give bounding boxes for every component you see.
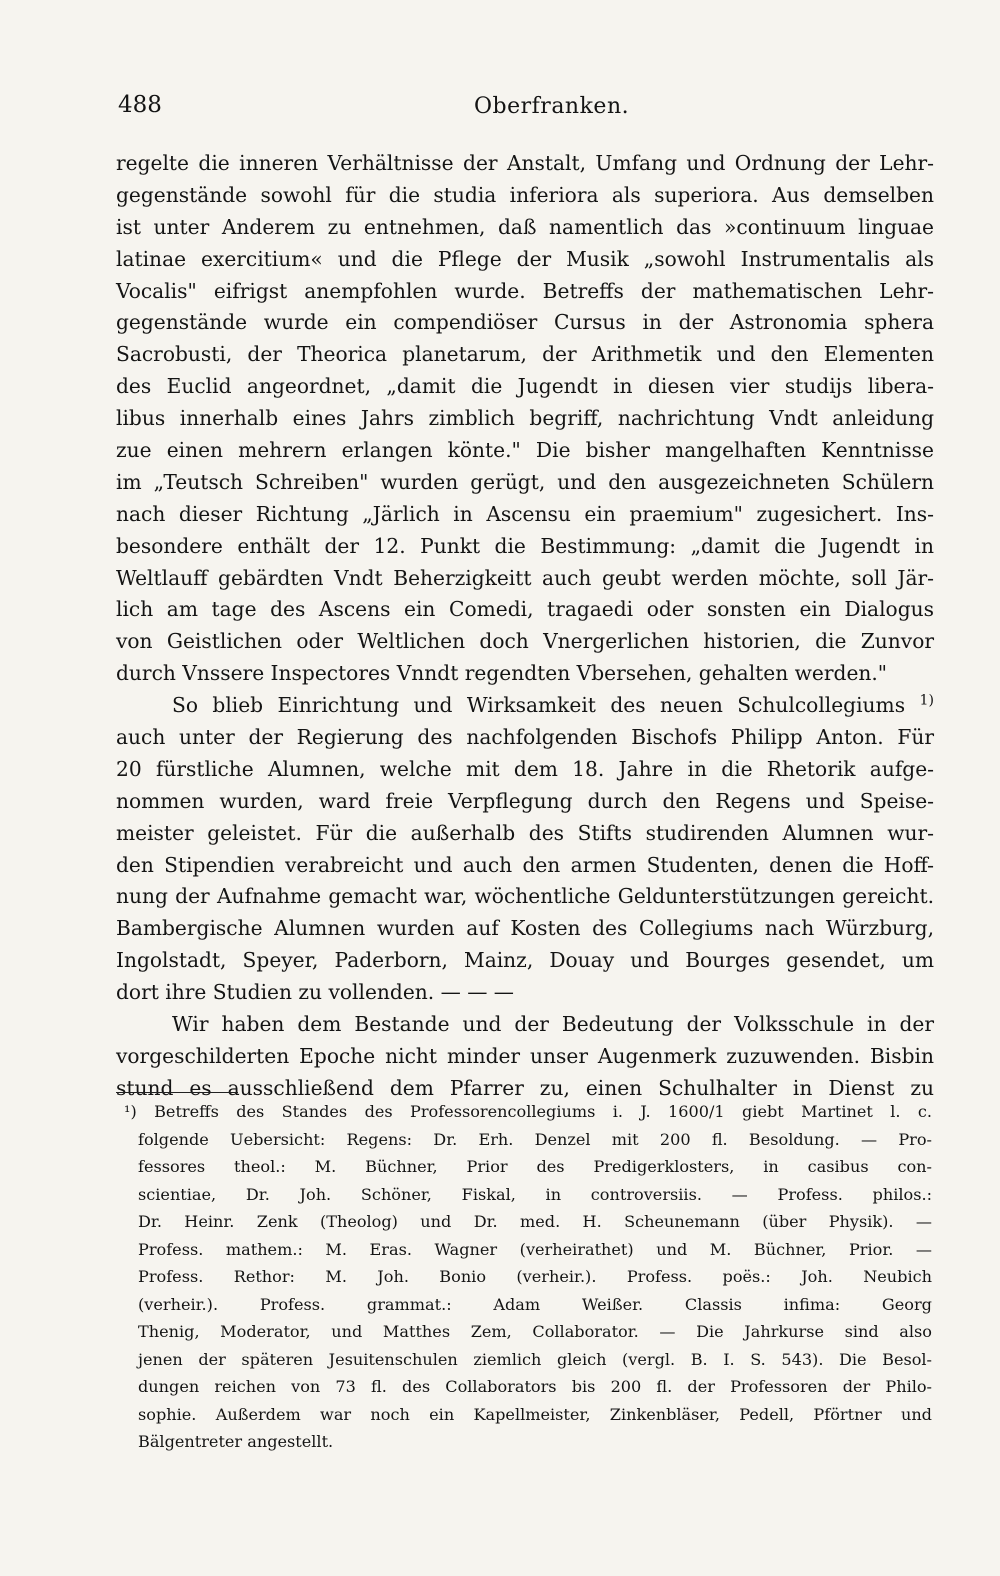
- text-line: Sacrobusti, der Theorica planetarum, der Arithmetik und den Elementen: [116, 342, 934, 367]
- footnote-line: fessores theol.: M. Büchner, Prior des Predigerklosters, in casibus con-: [138, 1157, 932, 1176]
- page-number: 488: [118, 92, 162, 118]
- text-line: nung der Aufnahme gemacht war, wöchentliche Geldunterstützungen gereicht.: [116, 884, 934, 909]
- text-line: meister geleistet. Für die außerhalb des Stifts studirenden Alumnen wur-: [116, 820, 934, 845]
- text-line: den Stipendien verabreicht und auch den armen Studenten, denen die Hoff-: [116, 852, 934, 877]
- footnote-line: Dr. Heinr. Zenk (Theolog) und Dr. med. H. Scheunemann (über Physik). —: [138, 1212, 932, 1231]
- paragraph-text: So blieb Einrichtung und Wirksamkeit des neuen Schulcollegiums: [172, 693, 906, 718]
- text-line: gegenstände sowohl für die studia inferiora als superiora. Aus demselben: [116, 182, 934, 207]
- text-line: im „Teutsch Schreiben" wurden gerügt, und den ausgezeichneten Schülern: [116, 469, 934, 494]
- text-line: lich am tage des Ascens ein Comedi, tragaedi oder sonsten ein Dialogus: [116, 597, 934, 622]
- text-line: besondere enthält der 12. Punkt die Bestimmung: „damit die Jugendt in: [116, 533, 934, 558]
- text-line: libus innerhalb eines Jahrs zimblich begriff, nachrichtung Vndt anleidung: [116, 406, 934, 431]
- main-text: [116, 148, 934, 1105]
- text-line: durch Vnssere Inspectores Vnndt regendten Vbersehen, gehalten werden.": [116, 661, 888, 686]
- footnote-marker: ¹): [124, 1102, 137, 1121]
- text-line: von Geistlichen oder Weltlichen doch Vnergerlichen historien, die Zunvor: [116, 629, 934, 654]
- text-line: gegenstände wurde ein compendiöser Cursus in der Astronomia sphera: [116, 310, 934, 335]
- footnote-line: sophie. Außerdem war noch ein Kapellmeister, Zinkenbläser, Pedell, Pförtner und: [138, 1404, 932, 1424]
- text-line: nommen wurden, ward freie Verpflegung durch den Regens und Speise-: [116, 788, 934, 813]
- footnote-line: folgende Uebersicht: Regens: Dr. Erh. Denzel mit 200 fl. Besoldung. — Pro-: [138, 1129, 932, 1149]
- text-line: stund es ausschließend dem Pfarrer zu, einen Schulhalter in Dienst zu: [116, 1075, 934, 1100]
- text-line: auch unter der Regierung des nachfolgenden Bischofs Philipp Anton. Für: [116, 725, 934, 750]
- footnote-text: Betreffs des Standes des Professorencollegiums i. J. 1600/1 giebt Martinet l. c.: [154, 1102, 932, 1121]
- text-line: Ingolstadt, Speyer, Paderborn, Mainz, Douay und Bourges gesendet, um: [116, 948, 934, 973]
- text-line: latinae exercitium« und die Pflege der Musik „sowohl Instrumentalis als: [116, 246, 934, 271]
- text-line: Vocalis" eifrigst anempfohlen wurde. Betreffs der mathematischen Lehr-: [116, 278, 934, 303]
- footnote-line: dungen reichen von 73 fl. des Collaborators bis 200 fl. der Professoren der Philo-: [138, 1377, 932, 1396]
- text-line: dort ihre Studien zu vollenden. — — —: [116, 980, 514, 1005]
- footnote-line: scientiae, Dr. Joh. Schöner, Fiskal, in controversiis. — Profess. philos.:: [138, 1184, 932, 1204]
- footnote-line: Profess. mathem.: M. Eras. Wagner (verheirathet) und M. Büchner, Prior. —: [138, 1239, 932, 1259]
- footnote-line: jenen der späteren Jesuitenschulen ziemlich gleich (vergl. B. I. S. 543). Die Besol-: [138, 1349, 932, 1369]
- paragraph-start: [116, 690, 934, 722]
- footnote-line: Thenig, Moderator, und Matthes Zem, Collaborator. — Die Jahrkurse sind also: [138, 1322, 932, 1341]
- text-line: ist unter Anderem zu entnehmen, daß namentlich das »continuum linguae: [116, 214, 934, 239]
- text-line: vorgeschilderten Epoche nicht minder unser Augenmerk zuzuwenden. Bisbin: [116, 1043, 934, 1068]
- footnote-ref: 1): [919, 692, 934, 709]
- footnotes: [124, 1098, 932, 1456]
- running-title: Oberfranken.: [474, 94, 630, 119]
- footnote-line: (verheir.). Profess. grammat.: Adam Weißer. Classis infima: Georg: [138, 1294, 932, 1314]
- text-line: zue einen mehrern erlangen könte." Die bisher mangelhaften Kenntnisse: [116, 438, 934, 463]
- footnote-line: Bälgentreter angestellt.: [138, 1432, 334, 1451]
- footnote-line: [124, 1098, 932, 1126]
- text-line: Weltlauff gebärdten Vndt Beherzigkeitt auch geubt werden möchte, soll Jär-: [116, 565, 934, 590]
- text-line: nach dieser Richtung „Järlich in Ascensu ein praemium" zugesichert. Ins-: [116, 501, 934, 526]
- text-line: des Euclid angeordnet, „damit die Jugendt in diesen vier studijs libera-: [116, 374, 934, 399]
- footnote-line: Profess. Rethor: M. Joh. Bonio (verheir.). Profess. poës.: Joh. Neubich: [138, 1267, 932, 1286]
- text-line: Bambergische Alumnen wurden auf Kosten des Collegiums nach Würzburg,: [116, 916, 934, 941]
- paragraph-start: Wir haben dem Bestande und der Bedeutung der Volksschule in der: [172, 1012, 934, 1037]
- footnote-divider: [116, 1092, 238, 1093]
- text-line: 20 fürstliche Alumnen, welche mit dem 18. Jahre in die Rhetorik aufge-: [116, 756, 934, 781]
- text-line: regelte die inneren Verhältnisse der Anstalt, Umfang und Ordnung der Lehr-: [116, 151, 934, 175]
